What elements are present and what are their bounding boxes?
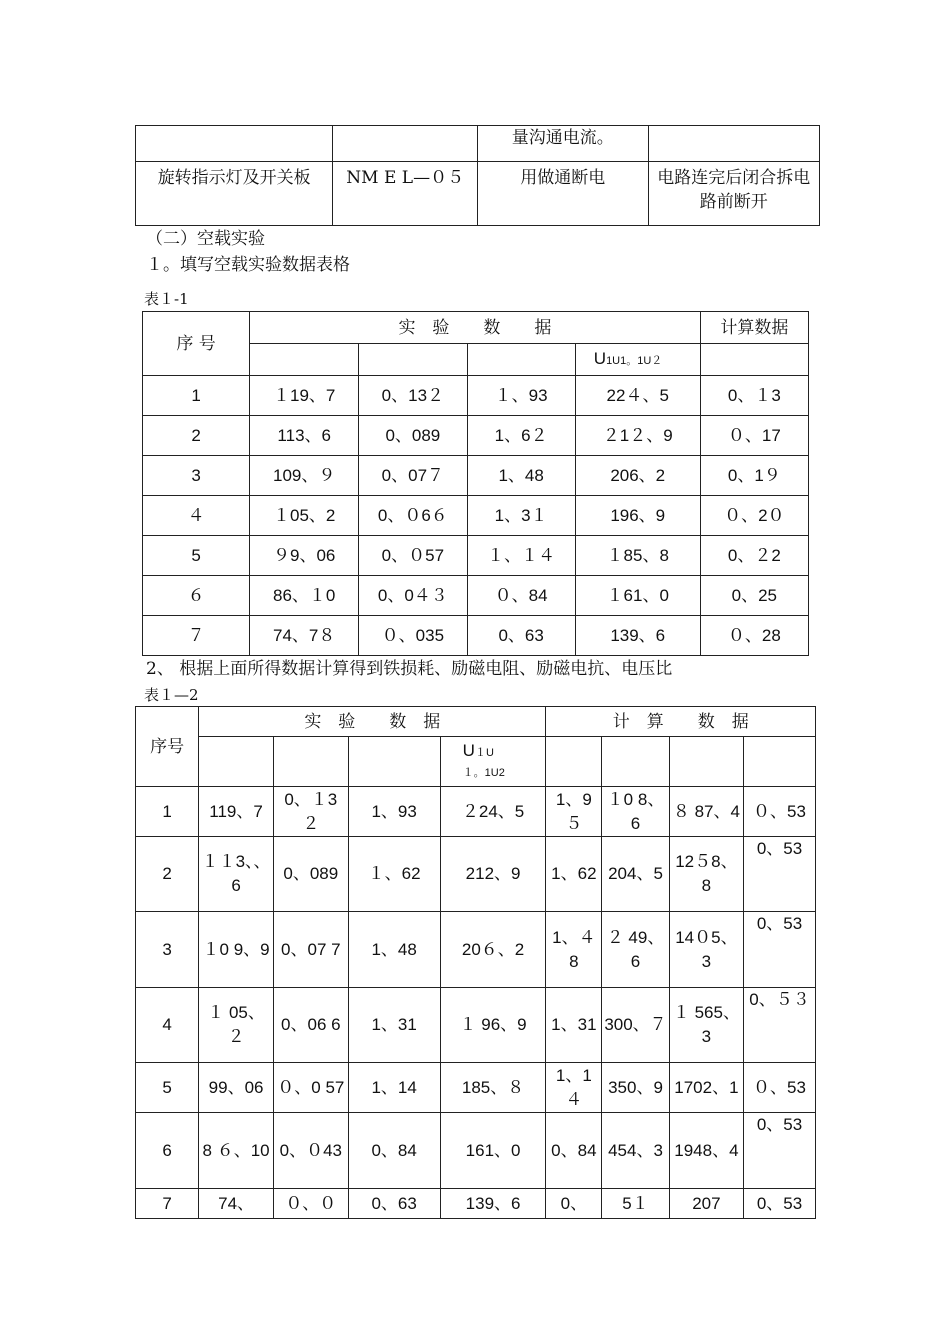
table-cell: 14０5、3	[669, 912, 743, 988]
exp-group-header: 实 验 数 据	[199, 707, 546, 737]
header-empty	[199, 737, 274, 787]
table-cell: 1948、4	[669, 1113, 743, 1189]
table-cell: １１3、、6	[199, 837, 274, 912]
table-cell: １ 565、3	[669, 988, 743, 1063]
table-cell: 0、84	[546, 1113, 602, 1189]
table-cell: ８ 87、4	[669, 787, 743, 837]
table-cell: 350、9	[602, 1063, 670, 1113]
table-cell: 0、53	[744, 912, 816, 988]
equip-model: NM E L—０５	[333, 162, 478, 226]
table-cell: 8 ６、10	[199, 1113, 274, 1189]
table-cell: 0、0４３	[359, 576, 467, 616]
table-cell: 196、9	[575, 496, 700, 536]
table-cell: 0、１3	[700, 376, 808, 416]
table-cell: 185、８	[440, 1063, 546, 1113]
table-cell: 1、48	[467, 456, 575, 496]
seq-header: 序 号	[143, 312, 250, 376]
header-empty	[250, 344, 359, 376]
table-cell: ０、035	[359, 616, 467, 656]
calc-header: 计算数据	[700, 312, 808, 344]
table-cell: 0、53	[744, 1113, 816, 1189]
table-cell: 0、089	[273, 837, 348, 912]
table-cell: １、62	[348, 837, 440, 912]
table-cell: １05、2	[250, 496, 359, 536]
table-cell: 212、9	[440, 837, 546, 912]
table-cell: 0、84	[348, 1113, 440, 1189]
table-cell: 74、	[199, 1189, 274, 1219]
table-cell: 99、06	[199, 1063, 274, 1113]
table-cell: 1、48	[348, 912, 440, 988]
table-cell: 2	[143, 416, 250, 456]
header-empty	[669, 737, 743, 787]
equip-usage: 用做通断电	[477, 162, 648, 226]
seq-header: 序号	[136, 707, 199, 787]
table-1-1	[142, 311, 809, 656]
table-cell: 3	[136, 912, 199, 988]
section-heading: （二）空载实验	[146, 229, 265, 249]
table-cell: １0 8、6	[602, 787, 670, 837]
header-empty	[700, 344, 808, 376]
table-cell: １、１４	[467, 536, 575, 576]
equip-name: 旋转指示灯及开关板	[136, 162, 333, 226]
table-cell: 2	[136, 837, 199, 912]
table-cell: 22４、5	[575, 376, 700, 416]
table-cell: 206、2	[575, 456, 700, 496]
u-subscript: 1U1。1U２	[606, 354, 663, 367]
table1-caption: 表１-1	[144, 290, 189, 308]
table-cell: 204、5	[602, 837, 670, 912]
table-cell: 1、４8	[546, 912, 602, 988]
table-cell: 161、0	[440, 1113, 546, 1189]
table-cell: 0、53	[744, 1189, 816, 1219]
u-subscript: １U	[474, 746, 494, 759]
table-cell: 0、1９	[700, 456, 808, 496]
table-cell: 0、63	[348, 1189, 440, 1219]
table-cell: 1、93	[348, 787, 440, 837]
table-cell: 1、3１	[467, 496, 575, 536]
table-cell: 12５8、8	[669, 837, 743, 912]
table-1-2	[135, 706, 816, 1219]
table-cell: 1、1４	[546, 1063, 602, 1113]
table-cell: 0、07 7	[273, 912, 348, 988]
table-cell: １ 96、9	[440, 988, 546, 1063]
table-cell: 0、53	[744, 837, 816, 912]
table-cell: 0、	[546, 1189, 602, 1219]
step-2: 2、 根据上面所得数据计算得到铁损耗、励磁电阻、励磁电抗、电压比	[146, 659, 673, 679]
table-cell: 109、９	[250, 456, 359, 496]
table-cell: 300、７	[602, 988, 670, 1063]
table-cell: 5	[136, 1063, 199, 1113]
table-cell: 4	[136, 988, 199, 1063]
table-cell: 207	[669, 1189, 743, 1219]
table-cell: １85、8	[575, 536, 700, 576]
table-cell: ０、17	[700, 416, 808, 456]
table-cell: 113、6	[250, 416, 359, 456]
table-cell: 86、１0	[250, 576, 359, 616]
table-cell: 3	[143, 456, 250, 496]
header-empty	[744, 737, 816, 787]
table2-caption: 表１—2	[144, 686, 199, 704]
table-cell: 0、０6６	[359, 496, 467, 536]
table-cell: ７	[143, 616, 250, 656]
header-empty	[348, 737, 440, 787]
table-cell: １61、0	[575, 576, 700, 616]
table-cell: ２ 49、6	[602, 912, 670, 988]
table-cell: 0、07７	[359, 456, 467, 496]
header-empty	[546, 737, 602, 787]
u-label: U	[462, 740, 475, 760]
table-cell: 1、14	[348, 1063, 440, 1113]
u-label: U	[593, 348, 607, 368]
step-1: １。填写空载实验数据表格	[146, 255, 350, 275]
table-cell: ６	[143, 576, 250, 616]
table-cell: 6	[136, 1113, 199, 1189]
table-cell: 0、13２	[359, 376, 467, 416]
table-cell: 0、06 6	[273, 988, 348, 1063]
table-cell: ２1２、9	[575, 416, 700, 456]
table-cell: ０、０	[273, 1189, 348, 1219]
table-cell: 119、7	[199, 787, 274, 837]
table-cell: 0、089	[359, 416, 467, 456]
table-cell: ０、28	[700, 616, 808, 656]
table-cell: ０、84	[467, 576, 575, 616]
table-cell: 74、7８	[250, 616, 359, 656]
table-cell: ９9、06	[250, 536, 359, 576]
table-cell: １ 05、２	[199, 988, 274, 1063]
table-cell: 0、25	[700, 576, 808, 616]
table-cell: 20６、2	[440, 912, 546, 988]
table-cell: ４	[143, 496, 250, 536]
table-cell: 139、6	[575, 616, 700, 656]
equip-cell: 量沟通电流。	[477, 126, 648, 162]
table-cell: １19、7	[250, 376, 359, 416]
table-cell: １0 9、9	[199, 912, 274, 988]
exp-group-header: 实 验 数 据	[250, 312, 700, 344]
table-cell: 0、１3２	[273, 787, 348, 837]
table-cell: 1、62	[546, 837, 602, 912]
table-cell: １、93	[467, 376, 575, 416]
table-cell: ２24、5	[440, 787, 546, 837]
table-cell: ０、2０	[700, 496, 808, 536]
equip-note: 电路连完后闭合拆电路前断开	[648, 162, 819, 226]
table-cell: 0、２2	[700, 536, 808, 576]
equip-cell	[648, 126, 819, 162]
u-header	[575, 344, 700, 376]
table-cell: 7	[136, 1189, 199, 1219]
table-cell: 1、9５	[546, 787, 602, 837]
header-empty	[359, 344, 467, 376]
table-cell: 0、０43	[273, 1113, 348, 1189]
table-cell: 454、3	[602, 1113, 670, 1189]
equipment-table	[135, 125, 820, 226]
table-cell: 5	[143, 536, 250, 576]
table-cell: 5１	[602, 1189, 670, 1219]
header-empty	[467, 344, 575, 376]
equip-cell	[333, 126, 478, 162]
table-cell: ０、0 57	[273, 1063, 348, 1113]
table-cell: ０、53	[744, 1063, 816, 1113]
table-cell: 1、31	[546, 988, 602, 1063]
table-cell: 0、０57	[359, 536, 467, 576]
u-header	[440, 737, 546, 787]
table-cell: 1	[143, 376, 250, 416]
equip-cell	[136, 126, 333, 162]
header-empty	[273, 737, 348, 787]
table-cell: 1、6２	[467, 416, 575, 456]
table-cell: 1	[136, 787, 199, 837]
table-cell: 0、５３	[744, 988, 816, 1063]
table-cell: 0、63	[467, 616, 575, 656]
table-cell: ０、53	[744, 787, 816, 837]
table-cell: 1702、1	[669, 1063, 743, 1113]
calc-group-header: 计 算 数 据	[546, 707, 816, 737]
table-cell: 139、6	[440, 1189, 546, 1219]
header-empty	[602, 737, 670, 787]
table-cell: 1、31	[348, 988, 440, 1063]
u-subscript-2: １。1U2	[462, 766, 505, 779]
